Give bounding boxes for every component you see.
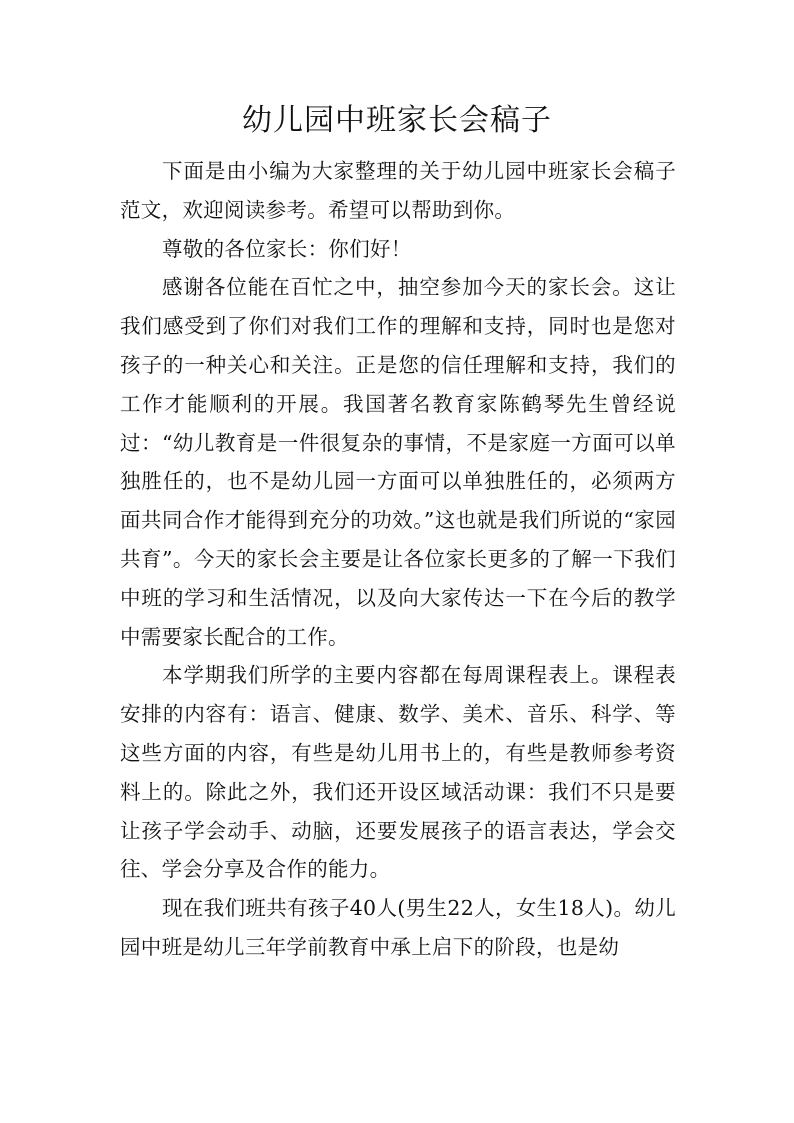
paragraph-class-info: 现在我们班共有孩子40人(男生22人，女生18人)。幼儿园中班是幼儿三年学前教育中承上启下的阶段，也是幼: [120, 896, 676, 959]
paragraph-greeting: 尊敬的各位家长：你们好！: [162, 236, 412, 261]
document-title: 幼儿园中班家长会稿子: [242, 103, 552, 138]
paragraph-curriculum: 本学期我们所学的主要内容都在每周课程表上。课程表安排的内容有：语言、健康、数学、美术、音乐、科学、等这些方面的内容，有些是幼儿用书上的，有些是教师参考资料上的。除此之外，我们还开设区域活动课：我们不只是要让孩子学会动手、动脑，还要发展孩子的语言表达，学会交往、学会分享及合作的能力。: [120, 663, 676, 882]
paragraph-thanks: 感谢各位能在百忙之中，抽空参加今天的家长会。这让我们感受到了你们对我们工作的理解和支持，同时也是您对孩子的一种关心和关注。正是您的信任理解和支持，我们的工作才能顺利的开展。我国著名教育家陈鹤琴先生曾经说过：“幼儿教育是一件很复杂的事情，不是家庭一方面可以单独胜任的，也不是幼儿园一方面可以单独胜任的，必须两方面共同合作才能得到充分的功效。”这也就是我们所说的“家园共育”。今天的家长会主要是让各位家长更多的了解一下我们中班的学习和生活情况，以及向大家传达一下在今后的教学中需要家长配合的工作。: [120, 275, 676, 649]
paragraph-intro: 下面是由小编为大家整理的关于幼儿园中班家长会稿子范文，欢迎阅读参考。希望可以帮助到你。: [120, 159, 676, 222]
document-body: [120, 152, 676, 967]
